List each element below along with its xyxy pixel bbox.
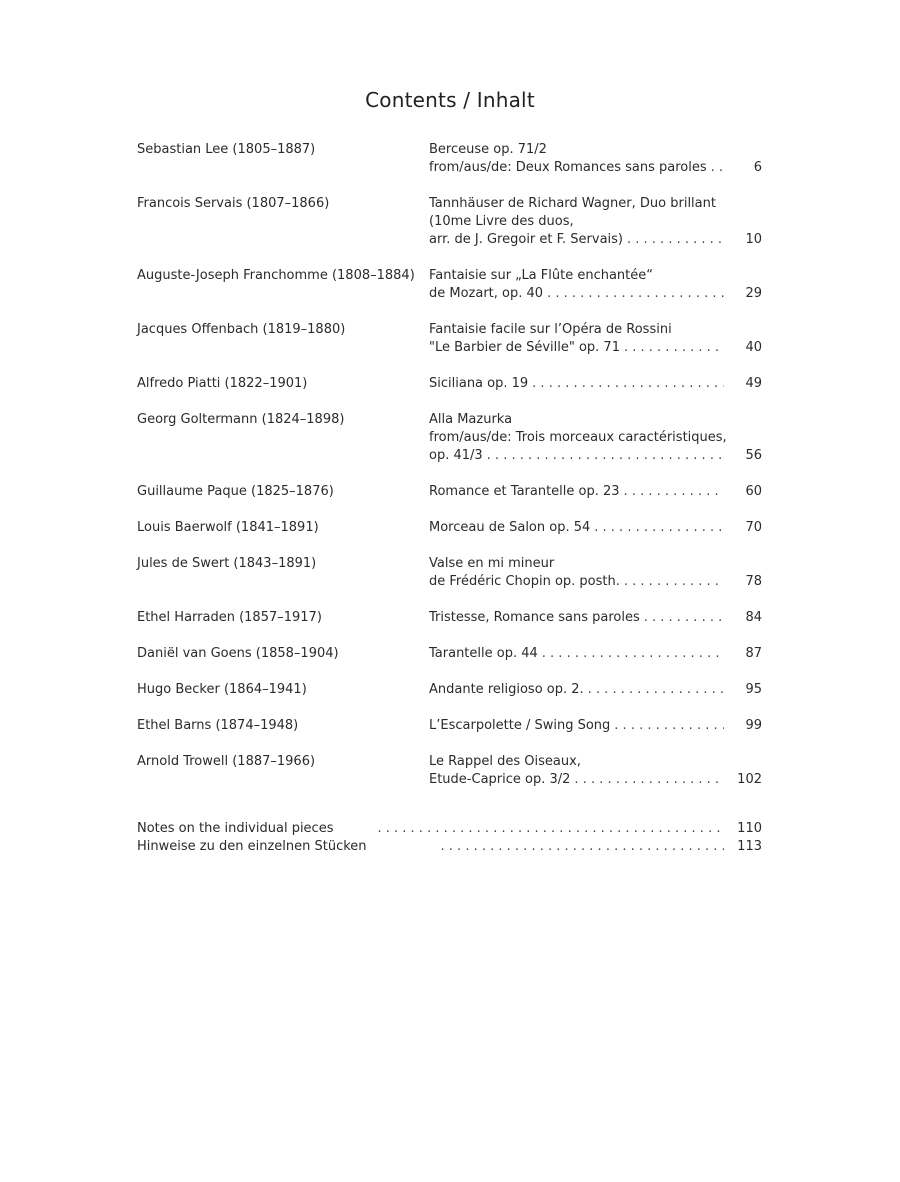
toc-entry[interactable] [137,645,762,663]
piece-title-last-line [429,159,762,177]
page-number[interactable]: 113 [737,839,762,854]
piece-title [429,555,762,591]
piece-title-last-line [429,447,762,465]
piece-title [429,141,762,177]
piece-title-line: Le Rappel des Oiseaux, [429,754,581,769]
page-number[interactable]: 84 [745,610,762,625]
toc-entry[interactable] [137,681,762,699]
notes-entry[interactable] [137,820,762,838]
piece-title-line: de Mozart, op. 40 [429,286,544,301]
piece-title [429,681,762,699]
toc-entry[interactable] [137,195,762,249]
piece-title [429,519,762,537]
piece-title-line: "Le Barbier de Séville" op. 71 [429,340,620,355]
toc-entry[interactable] [137,717,762,735]
piece-title-line: (10me Livre des duos, [429,214,574,229]
composer-name: Hugo Becker (1864–1941) [137,682,307,697]
dot-leader [532,375,724,393]
piece-title-line: de Frédéric Chopin op. posth. [429,574,620,589]
dot-leader [624,573,724,591]
toc-entry[interactable] [137,411,762,465]
piece-title [429,717,762,735]
toc-entry[interactable] [137,267,762,303]
piece-title-last-line [429,339,762,357]
composer-name: Louis Baerwolf (1841–1891) [137,520,319,535]
composer-name: Jacques Offenbach (1819–1880) [137,322,346,337]
piece-title-line: Tristesse, Romance sans paroles [429,610,640,625]
piece-title-last-line [429,231,762,249]
composer-name: Sebastian Lee (1805–1887) [137,142,316,157]
page-number[interactable]: 87 [745,646,762,661]
composer-name: Ethel Barns (1874–1948) [137,718,299,733]
composer-name: Ethel Harraden (1857–1917) [137,610,322,625]
dot-leader [547,285,724,303]
dot-leader [588,681,724,699]
piece-title-last-line [429,609,762,627]
piece-title-line: Andante religioso op. 2. [429,682,584,697]
piece-title [429,321,762,357]
toc-entry[interactable] [137,519,762,537]
notes-entry[interactable] [137,838,762,856]
piece-title-last-line [429,717,762,735]
dot-leader [627,231,724,249]
dot-leader [624,339,724,357]
piece-title [429,609,762,627]
piece-title-line: op. 41/3 [429,448,483,463]
piece-title [429,645,762,663]
piece-title-line: Etude-Caprice op. 3/2 [429,772,571,787]
toc-entry[interactable] [137,753,762,789]
page-number[interactable]: 6 [753,160,762,175]
page-number[interactable]: 99 [745,718,762,733]
piece-title-last-line [429,285,762,303]
piece-title [429,195,762,249]
dot-leader [644,609,724,627]
notes-label: Hinweise zu den einzelnen Stücken [137,839,367,854]
piece-title-last-line [429,483,762,501]
piece-title-line: Fantaisie sur „La Flûte enchantée“ [429,268,653,283]
page-number[interactable]: 40 [745,340,762,355]
page-number[interactable]: 56 [745,448,762,463]
toc-entry[interactable] [137,375,762,393]
dot-leader [542,645,724,663]
piece-title-last-line [429,519,762,537]
piece-title-line: Tannhäuser de Richard Wagner, Duo brillant [429,196,716,211]
page-number[interactable]: 60 [745,484,762,499]
composer-name: Daniël van Goens (1858–1904) [137,646,339,661]
piece-title-line: Tarantelle op. 44 [429,646,538,661]
piece-title-last-line [429,645,762,663]
notes-label: Notes on the individual pieces [137,821,334,836]
page-number[interactable]: 29 [745,286,762,301]
dot-leader [624,483,724,501]
page-number[interactable]: 95 [745,682,762,697]
dot-leader [594,519,724,537]
toc-entry[interactable] [137,483,762,501]
page-number[interactable]: 78 [745,574,762,589]
piece-title-last-line [429,573,762,591]
piece-title [429,375,762,393]
piece-title-line: Siciliana op. 19 [429,376,529,391]
piece-title-line: L’Escarpolette / Swing Song [429,718,611,733]
piece-title-line: from/aus/de: Trois morceaux caractéristiques, [429,430,727,445]
composer-name: Francois Servais (1807–1866) [137,196,330,211]
composer-name: Georg Goltermann (1824–1898) [137,412,345,427]
piece-title-line: Morceau de Salon op. 54 [429,520,591,535]
piece-title [429,483,762,501]
piece-title-line: Fantaisie facile sur l’Opéra de Rossini [429,322,672,337]
piece-title-line: Valse en mi mineur [429,556,555,571]
piece-title-line: Alla Mazurka [429,412,513,427]
dot-leader [574,771,724,789]
dot-leader [614,717,724,735]
toc-entry[interactable] [137,609,762,627]
piece-title-line: Romance et Tarantelle op. 23 [429,484,620,499]
piece-title-line: from/aus/de: Deux Romances sans paroles [429,160,707,175]
piece-title-last-line [429,771,762,789]
dot-leader [711,159,724,177]
piece-title [429,753,762,789]
composer-name: Alfredo Piatti (1822–1901) [137,376,308,391]
notes-list [137,820,762,856]
piece-title-last-line [429,375,762,393]
page-number[interactable]: 10 [745,232,762,247]
toc-list [137,141,762,807]
page-title: Contents / Inhalt [365,88,535,112]
toc-entry[interactable] [137,321,762,357]
composer-name: Arnold Trowell (1887–1966) [137,754,316,769]
composer-name: Guillaume Paque (1825–1876) [137,484,334,499]
dot-leader [441,838,724,856]
piece-title-line: Berceuse op. 71/2 [429,142,547,157]
composer-name: Auguste-Joseph Franchomme (1808–1884) [137,268,415,283]
page-number[interactable]: 102 [737,772,762,787]
toc-entry[interactable] [137,555,762,591]
dot-leader [487,447,724,465]
piece-title [429,267,762,303]
toc-entry[interactable] [137,141,762,177]
composer-name: Jules de Swert (1843–1891) [137,556,317,571]
dot-leader [377,820,724,838]
page-number[interactable]: 70 [745,520,762,535]
piece-title [429,411,762,465]
page-number[interactable]: 110 [737,821,762,836]
piece-title-line: arr. de J. Gregoir et F. Servais) [429,232,623,247]
page-number[interactable]: 49 [745,376,762,391]
piece-title-last-line [429,681,762,699]
